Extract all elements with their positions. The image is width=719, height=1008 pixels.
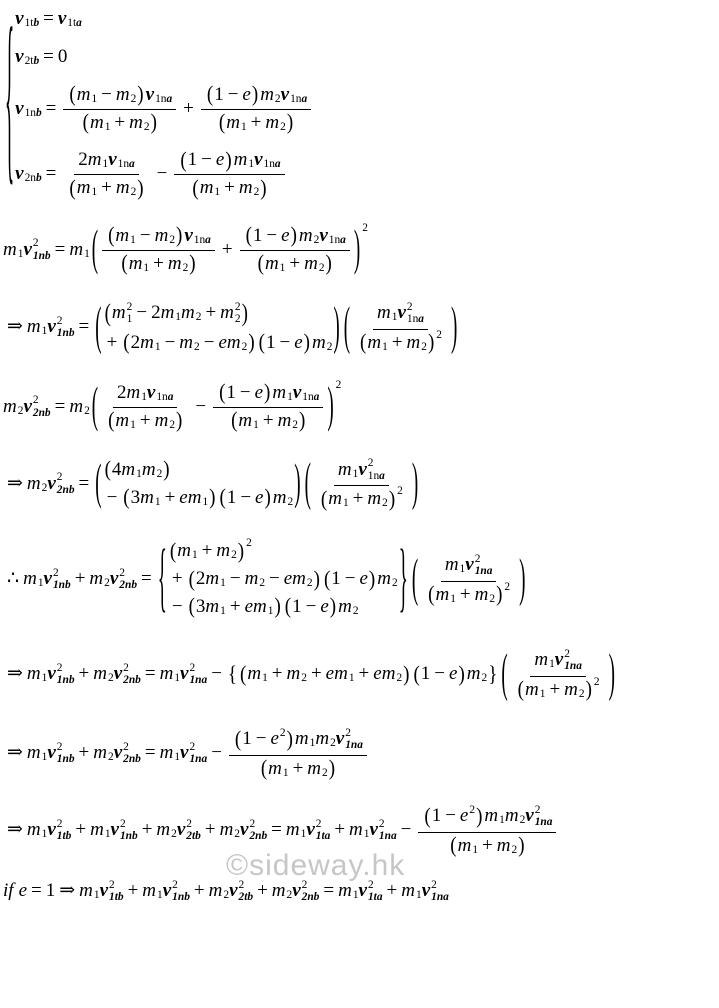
equation-kinetic-energy-m1v1nb-squared: m 1 v 2 1nb = m 1 ( ( m 1 − m 2 ) v 1na ( m 1 + m 2 ) + ( 1 − e ) m 2 v 1na ( m 1 + m 2 ) ) 2 bbox=[3, 222, 368, 278]
equation-expanded-m2v2nb-squared: ⇒ m 2 v 2 2nb = ( ( 4 m 1 m 2 ) − ( 3 m 1 + e m 1 ) ( 1 − e ) m 2 ) ( m 1 v 2 1na ( m 1 + m 2 ) 2 ) bbox=[7, 454, 419, 514]
equation-kinetic-energy-m2v2nb-squared: m 2 v 2 2nb = m 2 ( 2 m 1 v 1na ( m 1 + m 2 ) − ( 1 − e ) m 1 v 1na ( m 1 + m 2 ) ) 2 bbox=[3, 378, 342, 435]
equation-sum-normal-kinetic-energy: ∴ m 1 v 2 1nb + m 2 v 2 2nb = { ( m 1 + m 2 ) 2 + ( 2 m 1 − m 2 − e m 2 ) ( 1 − e ) m 2 − ( 3 m 1 + e m 1 ) ( 1 − e ) m 2 } ( m 1 v 2 1na ( m 1 + m 2 ) 2 ) bbox=[7, 536, 526, 622]
equation-energy-loss-form: ⇒ m 1 v 2 1nb + m 2 v 2 2nb = m 1 v 2 1na − ( 1 − e 2 ) m 1 m 2 v 2 1na ( m 1 + m 2 ) bbox=[3, 727, 717, 780]
equation-simplified-sum-step: ⇒ m 1 v 2 1nb + m 2 v 2 2nb = m 1 v 2 1na − { ( m 1 + m 2 + e m 1 + e m 2 ) ( 1 − e ) m 2 } ( m 1 v 2 1na ( m 1 + m 2 ) 2 ) bbox=[7, 645, 615, 704]
equation-system-of-velocity-equations: { v 1tb = v 1ta v 2tb = 0 v 1nb = ( m 1 − m 2 ) v 1na ( m 1 + m 2 ) + ( 1 − e ) m 2 v 1na ( m 1 + m 2 ) v 2nb = 2 m 1 v 1na ( m 1 + m 2 ) − ( 1 − e ) m 1 v 1na ( m 1 + m 2 ) bbox=[3, 8, 717, 199]
equation-elastic-case-e-equals-1: if e = 1 ⇒ m 1 v 2 1tb + m 1 v 2 1nb + m 2 v 2 2tb + m 2 v 2 2nb = m 1 v 2 1ta + m 1 v 2 1na bbox=[3, 878, 449, 904]
equation-expanded-m1v1nb-squared: ⇒ m 1 v 2 1nb = ( ( m 2 1 − 2 m 1 m 2 + m 2 2 ) + ( 2 m 1 − m 2 − e m 2 ) ( 1 − e ) m 2 ) ( m 1 v 2 1na ( m 1 + m 2 ) 2 ) bbox=[7, 297, 458, 357]
equation-total-kinetic-energy-balance: ⇒ m 1 v 2 1tb + m 1 v 2 1nb + m 2 v 2 2tb + m 2 v 2 2nb = m 1 v 2 1ta + m 1 v 2 1na − ( 1 − e 2 ) m 1 m 2 v 2 1na ( m 1 + m 2 ) bbox=[3, 804, 717, 857]
watermark: ©sideway.hk bbox=[226, 849, 406, 882]
